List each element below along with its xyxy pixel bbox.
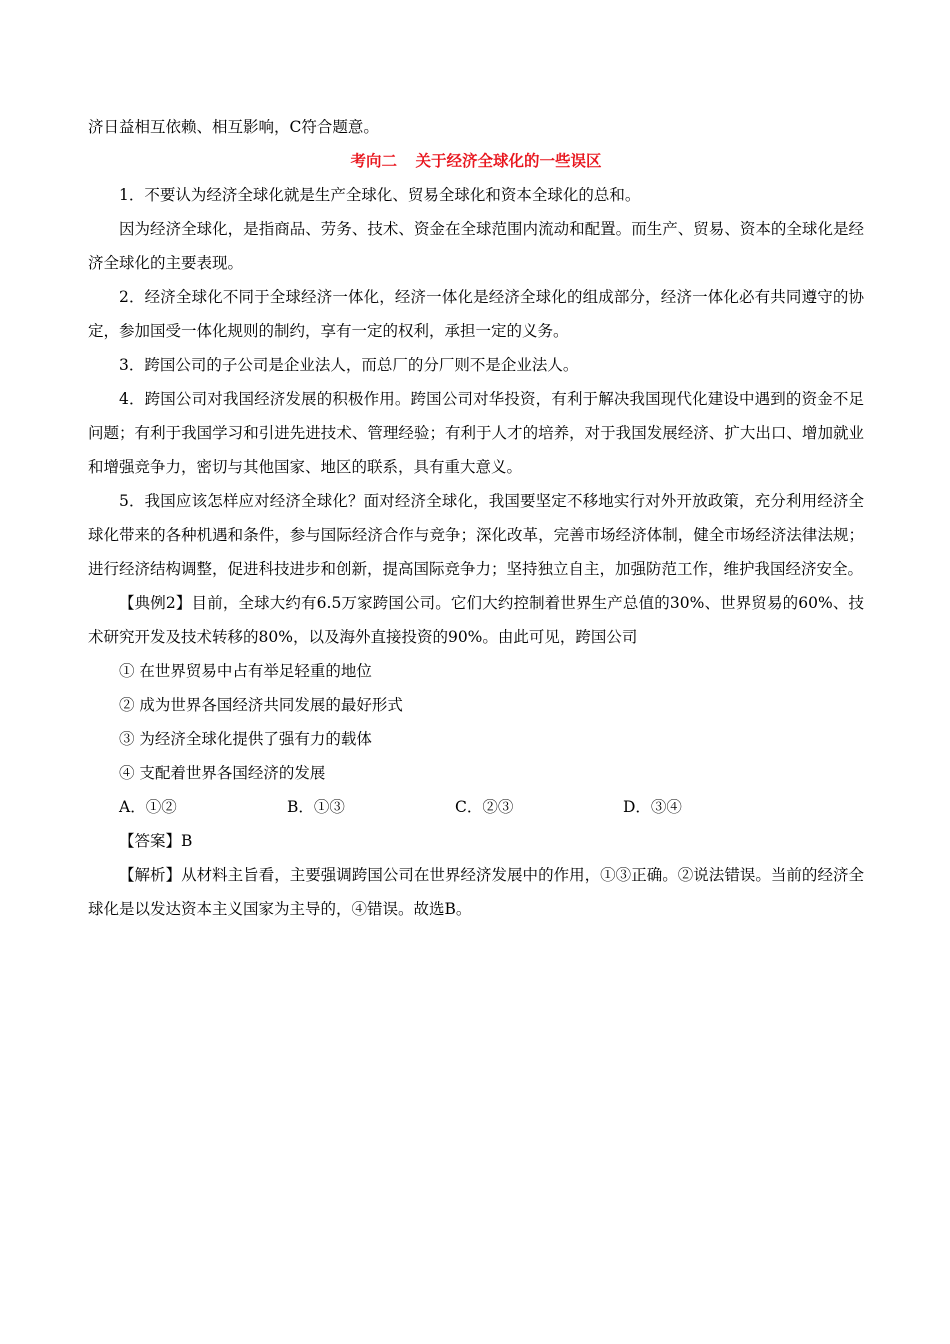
section-heading-title: 关于经济全球化的一些误区 bbox=[415, 151, 602, 170]
section-heading bbox=[88, 144, 864, 178]
choice-d: D．③④ bbox=[623, 798, 682, 816]
point-1: 1．不要认为经济全球化就是生产全球化、贸易全球化和资本全球化的总和。 bbox=[119, 186, 641, 204]
choice-c: C．②③ bbox=[455, 798, 514, 816]
answer: 【答案】B bbox=[119, 832, 193, 850]
statement-1: ① 在世界贸易中占有举足轻重的地位 bbox=[119, 662, 372, 680]
statement-2: ② 成为世界各国经济共同发展的最好形式 bbox=[119, 696, 403, 714]
statement-4: ④ 支配着世界各国经济的发展 bbox=[119, 764, 326, 782]
intro-continuation: 济日益相互依赖、相互影响，C符合题意。 bbox=[88, 118, 379, 136]
point-4: 4．跨国公司对我国经济发展的积极作用。跨国公司对华投资，有利于解决我国现代化建设中遇到的资金不足问题；有利于我国学习和引进先进技术、管理经验；有利于人才的培养，对于我国发展经济、扩大出口、增加就业和增强竞争力，密切与其他国家、地区的联系，具有重大意义。 bbox=[88, 390, 864, 476]
point-5: 5．我国应该怎样应对经济全球化？面对经济全球化，我国要坚定不移地实行对外开放政策，充分利用经济全球化带来的各种机遇和条件，参与国际经济合作与竞争；深化改革，完善市场经济体制，健全市场经济法律法规；进行经济结构调整，促进科技进步和创新，提高国际竞争力；坚持独立自主，加强防范工作，维护我国经济安全。 bbox=[88, 492, 864, 578]
statement-3: ③ 为经济全球化提供了强有力的载体 bbox=[119, 730, 372, 748]
document-page bbox=[88, 110, 864, 926]
point-3: 3．跨国公司的子公司是企业法人，而总厂的分厂则不是企业法人。 bbox=[119, 356, 579, 374]
choice-a: A．①② bbox=[119, 798, 177, 816]
point-1-explanation: 因为经济全球化，是指商品、劳务、技术、资金在全球范围内流动和配置。而生产、贸易、资本的全球化是经济全球化的主要表现。 bbox=[88, 220, 864, 272]
example-stem: 【典例2】目前，全球大约有6.5万家跨国公司。它们大约控制着世界生产总值的30%、世界贸易的60%、技术研究开发及技术转移的80%，以及海外直接投资的90%。由此可见，跨国公司 bbox=[88, 594, 864, 646]
answer-choices bbox=[88, 790, 864, 824]
analysis: 【解析】从材料主旨看，主要强调跨国公司在世界经济发展中的作用，①③正确。②说法错误。当前的经济全球化是以发达资本主义国家为主导的，④错误。故选B。 bbox=[88, 866, 864, 918]
section-heading-number: 考向二 bbox=[350, 151, 397, 170]
choice-b: B．①③ bbox=[287, 798, 345, 816]
point-2: 2．经济全球化不同于全球经济一体化，经济一体化是经济全球化的组成部分，经济一体化必有共同遵守的协定，参加国受一体化规则的制约，享有一定的权利，承担一定的义务。 bbox=[88, 288, 864, 340]
